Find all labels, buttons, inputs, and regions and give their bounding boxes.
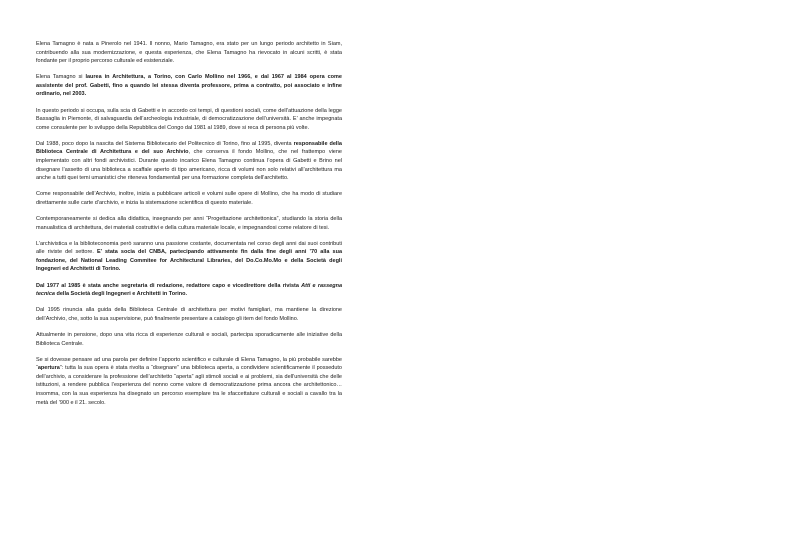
paragraph [36,140,342,183]
paragraph [36,331,342,348]
text-run: Contemporaneamente si dedica alla didattica, insegnando per anni “Progettazione architettonica”, studiando la storia della manualistica di architettura, dei materiali costruttivi e della cultura materiale locale, e impegnandosi come relatore di tesi. [36,216,342,231]
text-run: Elena Tamagno si [36,74,86,81]
paragraph [36,190,342,207]
text-run: Dal 1988, poco dopo la nascita del Sistema Bibliotecario del Politecnico di Torino, fino al 1995, diventa [36,140,294,147]
text-run: Dal 1995 rinuncia alla guida della Biblioteca Centrale di architettura per motivi famigliari, ma mantiene la direzione dell’Archivio, che, sotto la sua supervisione, può finalmente presentare a catalogo gli item del fondo Mollino. [36,307,342,322]
paragraph [36,282,342,299]
text-run: Atti e rassegna tecnica [36,282,342,298]
paragraph [36,73,342,99]
document-page [36,40,342,415]
paragraph [36,356,342,408]
text-run: ”: tutta la sua opera è stata rivolta a “disegnare” una biblioteca aperta, a condividere scientificamente il posseduto dell’archivio, a considerare la professione dell’architetto “aperta” agli stimoli sociali e ai problemi, sia dell’università che delle istituzioni, a rendere pubblica l’esperienza del nonno come valore di democratizzazione prima ancora che architettonico… insomma, con la sua esperienza ha disegnato un percorso esemplare tra le sfaccettature culturali e sociali a cavallo tra la metà del ’900 e il 21. secolo. [36,365,342,406]
text-run: In questo periodo si occupa, sulla scia di Gabetti e in accordo coi tempi, di questioni sociali, come dell’attuazione della legge Bassaglia in Piemonte, di salvaguardia dell’archeologia industriale, di democratizzazione dell’università. E’ anche impegnata come consulente per lo sviluppo della Repubblica del Congo dal 1981 al 1989, dove si reca di persona più volte. [36,107,342,131]
paragraph [36,107,342,133]
text-run: , che conserva il fondo Mollino, che nel frattempo viene implementato con altri fondi archivistici. Durante questo incarico Elena Tamagno continua l’opera di Gabetti e Brino nel disegnare l’assetto di una biblioteca a scaffale aperto di tipo americano, ricca di volumi non solo relativi all’architettura ma anche a tutti quei temi umanistici che riteneva fondamentali per una formazione completa dell’architetto. [36,149,342,182]
text-run: Attualmente in pensione, dopo una vita ricca di esperienze culturali e sociali, partecipa sporadicamente alle iniziative della Biblioteca Centrale. [36,331,342,347]
text-run: Se si dovesse pensare ad una parola per definire l’apporto scientifico e culturale di Elena Tamagno, la più probabile sarebbe “ [36,356,342,372]
paragraph [36,40,342,66]
paragraph [36,215,342,232]
text-run: Dal 1977 al 1985 è stata anche segretaria di redazione, redattore capo e vicedirettore della rivista [36,282,302,289]
text-run: della Società degli Ingegneri e Architetti in Torino. [54,291,187,298]
text-run: responsabile della Biblioteca Centrale di Architettura e del suo Archivio [36,140,342,156]
text-run: Come responsabile dell’Archivio, inoltre, inizia a pubblicare articoli e volumi sulle opere di Mollino, che ha modo di studiare direttamente sulle carte d’archivio, e inizia la sistemazione scientifica di questo materiale. [36,191,342,206]
paragraph [36,240,342,274]
text-run: laurea in Architettura, a Torino, con Carlo Mollino nel 1966, e dal 1967 al 1984 opera come assistente del prof. Gabetti, fino a quando lei stessa diventa professore, prima a contratto, poi associato e infine ordinario, nel 2003. [36,74,342,98]
text-run: apertura [37,365,60,372]
text-run: L’archivistica e la biblioteconomia però saranno una passione costante, documentata nel corso degli anni dai suoi contributi alle riviste del settore. [36,240,342,256]
text-run: Elena Tamagno è nata a Pinerolo nel 1941. Il nonno, Mario Tamagno, era stato per un lungo periodo architetto in Siam, contribuendo alla sua modernizzazione, e questa esperienza, che Elena Tamagno ha rievocato in alcuni scritti, è stata fondante per il proprio percorso culturale ed esistenziale. [36,41,342,65]
paragraph [36,306,342,323]
text-run: E’ stata socia del CNBA, partecipando attivamente fin dalla fine degli anni ’70 alla sua fondazione, del National Leading Commitee for Architectural Libraries, del Do.Co.Mo.Mo e della Società degli Ingegneri ed Architetti di Torino. [36,249,343,273]
